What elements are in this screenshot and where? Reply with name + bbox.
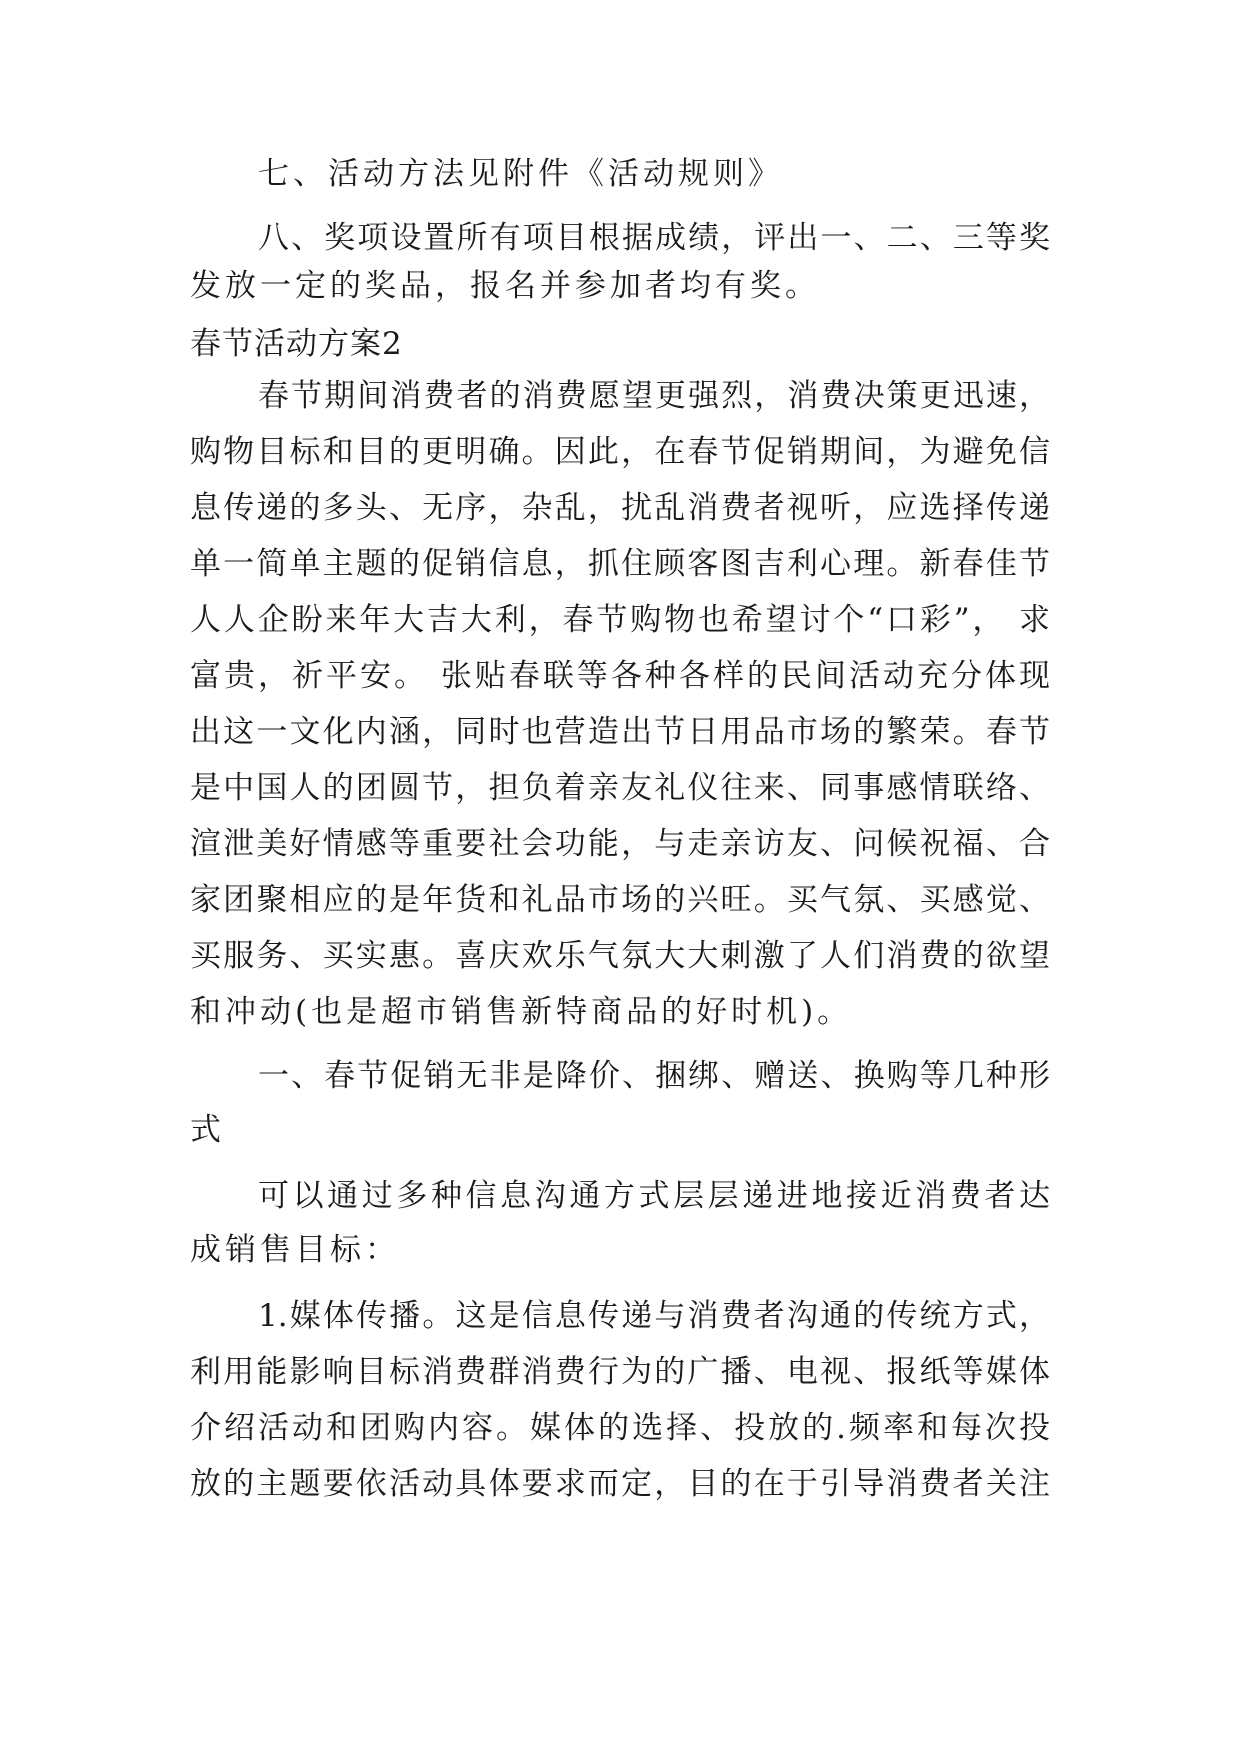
paragraph-line: 人人企盼来年大吉大利，春节购物也希望讨个“口彩”， 求: [190, 602, 1050, 638]
paragraph-line: 发放一定的奖品，报名并参加者均有奖。: [190, 268, 820, 304]
paragraph-line: 富贵，祈平安。 张贴春联等各种各样的民间活动充分体现: [190, 658, 1050, 694]
paragraph-line: 渲泄美好情感等重要社会功能，与走亲访友、问候祝福、合: [190, 826, 1050, 862]
section-heading-line: 一、春节促销无非是降价、捆绑、赠送、换购等几种形: [258, 1058, 1050, 1094]
section-heading-line: 式: [190, 1112, 225, 1148]
paragraph-line: 春节期间消费者的消费愿望更强烈，消费决策更迅速，: [258, 378, 1050, 414]
paragraph-line: 七、活动方法见附件《活动规则》: [258, 156, 783, 192]
paragraph-line: 购物目标和目的更明确。因此，在春节促销期间，为避免信: [190, 434, 1050, 470]
paragraph-line: 息传递的多头、无序，杂乱，扰乱消费者视听，应选择传递: [190, 490, 1050, 526]
paragraph-line: 和冲动(也是超市销售新特商品的好时机)。: [190, 994, 853, 1030]
paragraph-line: 出这一文化内涵，同时也营造出节日用品市场的繁荣。春节: [190, 714, 1050, 750]
section-heading: 春节活动方案2: [190, 326, 403, 362]
paragraph-line: 放的主题要依活动具体要求而定，目的在于引导消费者关注: [190, 1466, 1050, 1502]
paragraph-line: 买服务、买实惠。喜庆欢乐气氛大大刺激了人们消费的欲望: [190, 938, 1050, 974]
paragraph-line: 单一简单主题的促销信息，抓住顾客图吉利心理。新春佳节: [190, 546, 1050, 582]
paragraph-line: 是中国人的团圆节，担负着亲友礼仪往来、同事感情联络、: [190, 770, 1050, 806]
paragraph-line: 成销售目标：: [190, 1232, 400, 1268]
paragraph-line: 介绍活动和团购内容。媒体的选择、投放的.频率和每次投: [190, 1410, 1050, 1446]
paragraph-line: 利用能影响目标消费群消费行为的广播、电视、报纸等媒体: [190, 1354, 1050, 1390]
paragraph-line: 1.媒体传播。这是信息传递与消费者沟通的传统方式，: [258, 1298, 1050, 1334]
paragraph-line: 八、奖项设置所有项目根据成绩，评出一、二、三等奖: [258, 220, 1050, 256]
paragraph-line: 可以通过多种信息沟通方式层层递进地接近消费者达: [258, 1178, 1050, 1214]
paragraph-line: 家团聚相应的是年货和礼品市场的兴旺。买气氛、买感觉、: [190, 882, 1050, 918]
